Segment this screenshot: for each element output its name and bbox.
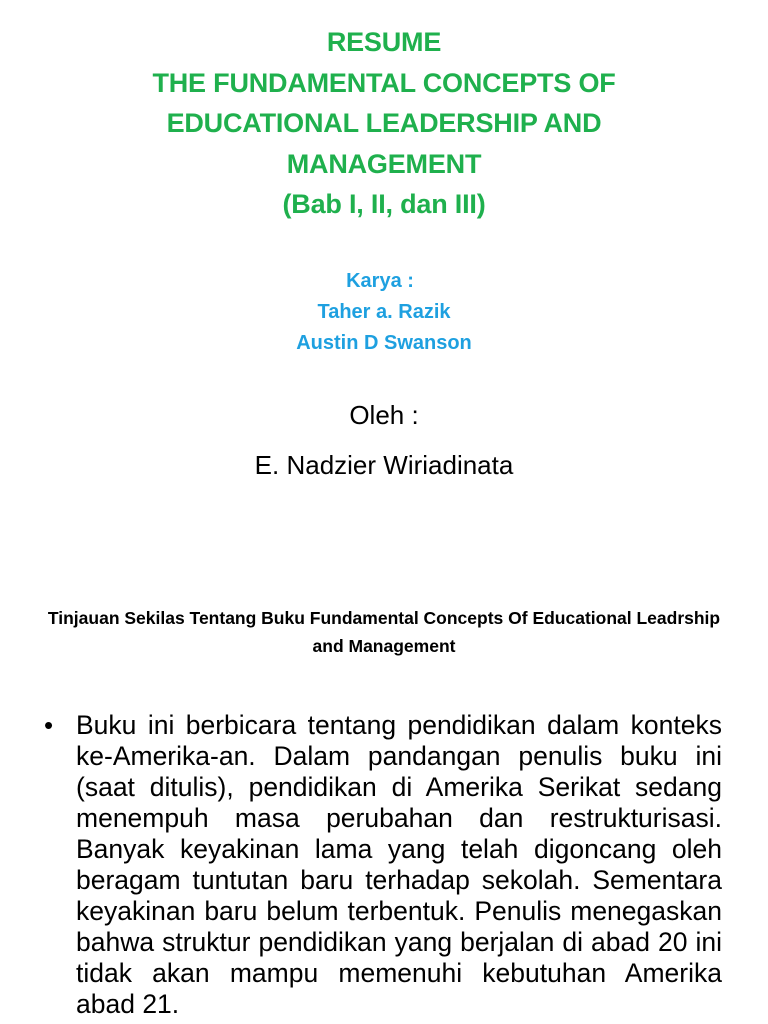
title-line: EDUCATIONAL LEADERSHIP AND <box>166 108 602 138</box>
author-credits <box>0 266 768 359</box>
title-line: RESUME <box>326 27 442 57</box>
author-name: Taher a. Razik <box>317 301 451 323</box>
title-line: (Bab I, II, dan III) <box>282 189 486 219</box>
bullet-icon: • <box>44 710 54 740</box>
karya-label: Karya : <box>346 270 414 292</box>
title-line: MANAGEMENT <box>286 148 482 179</box>
title-line: THE FUNDAMENTAL CONCEPTS OF <box>152 67 616 98</box>
presenter-block <box>0 390 768 490</box>
presenter-name: E. Nadzier Wiriadinata <box>254 450 514 480</box>
resume-title <box>0 22 768 225</box>
author-name: Austin D Swanson <box>296 332 472 354</box>
bullet-text: Buku ini berbicara tentang pendidikan dalam konteks ke-Amerika-an. Dalam pandangan penulis buku ini (saat ditulis), pendidikan di Amerika Serikat sedang menempuh masa perubahan dan restrukturisasi. Banyak keyakinan lama yang telah digoncang oleh beragam tuntutan baru terhadap sekolah. Sementara keyakinan baru belum terbentuk. Penulis menegaskan bahwa struktur pendidikan yang berjalan di abad 20 ini tidak akan mampu memenuhi kebutuhan Amerika abad 21. <box>76 710 722 1019</box>
bullet-item <box>44 710 722 1020</box>
slide-heading: Tinjauan Sekilas Tentang Buku Fundamental Concepts Of Educational Leadrship and Management <box>47 608 721 656</box>
overview-slide <box>0 560 768 1024</box>
bullet-list <box>44 710 722 1020</box>
oleh-label: Oleh : <box>349 400 419 430</box>
